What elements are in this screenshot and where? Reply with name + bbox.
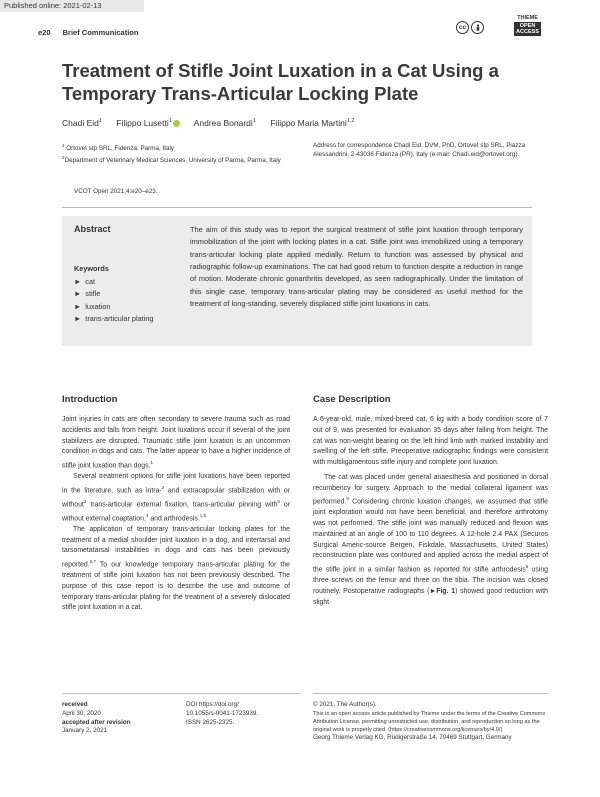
affiliation: $^2$Department of Veterinary Medical Sciences, University of Parma, Parma, Italy [62,154,281,164]
paragraph: The application of temporary trans-articular locking plates for the treatment of a medial shoulder joint luxation in a dog, and intertarsal and tarsometatarsal instabilities in dogs and cats has been previously reported.$^{6,7}$ To our knowledge temporary trans-articular plating for the treatment of stifle joint luxation has not been previously described. The purpose of this case report is to describe the use and outcome of temporary trans-articular plating for the treatment of a severely dislocated stifle joint luxation in a cat. [62,525,290,612]
published-online-banner: Published online: 2021-02-13 [0,0,144,12]
paragraph: The cat was placed under general anaesthesia and positioned in dorsal recumbency for surgery. Approach to the medial collateral ligament was performed.$^8$ Considering chronic luxation changes, we assumed that stifle joint exploration would not have been beneficial, and therefore arthrotomy was not performed. The stifle joint was manually reduced and flexion was maintained at an angle of 100 to 110 degrees. A 12-hole 2.4 PAX (Securos Surgical Americ-source Bergen, Fiskdale, Massachusetts, United States) reconstruction plate was contoured and applied across the medial aspect of the stifle joint in a similar fashion as reported for stifle arthrodesis$^5$ using three screws on the femur and three on the tibia. The incision was closed routinely. Postoperative radiographs (►Fig. 1) showed good reduction with slight [313,473,548,606]
keyword[interactable]: ► trans-articular plating [74,313,154,323]
by-icon [471,21,484,34]
article-title: Treatment of Stifle Joint Luxation in a Cat Using a Temporary Trans-Articular Locking Plate [62,60,499,104]
doi-block [186,701,306,727]
affiliation: $^1$ Ortovet stp SRL, Fidenza, Parma, Italy [62,143,175,153]
author[interactable]: Andrea Bonardi$^1$ [193,118,256,128]
keyword[interactable]: ► luxation [74,301,111,311]
license-text: This is an open access article published by Thieme under the terms of the Creative Commons Attribution License, permitting unrestricted use, distribution, and reproduction so long as the original work is properly cited. (https://creativecommons.org/licenses/by/4.0/) [313,710,546,733]
introduction-body [62,415,290,614]
paragraph: Several treatment options for stifle joint luxations have been reported in the literature, such as intra-$^2$ and extracapsular stabilization with or without$^3$ trans-articular external fixation, trans-articular pinning with$^3$ or without external coaptation,$^4$ and arthrodesis.$^{1,5}$ [62,473,291,523]
logo-line1: THIEME [517,15,538,21]
keywords-list [74,276,153,325]
author-list [62,118,532,128]
abstract-heading: Abstract [74,224,111,234]
logo-open-access [514,22,541,36]
license-icons[interactable] [456,21,484,34]
doi-value: 10.1055/s-0041-1723939. [186,709,259,717]
section-label: Brief Communication [62,28,139,37]
dates [62,701,172,736]
introduction-heading: Introduction [62,394,118,405]
copyright-line: © 2021. The Author(s). [313,701,377,708]
author[interactable]: Filippo Maria Martini$^{1,2}$ [270,118,355,128]
abstract-text: The aim of this study was to report the surgical treatment of stifle joint luxation through temporary immobilization of the joint with locking plates in a cat. Stifle joint was immobilized using a temporary trans-articular locking plate applied medially. Return to function was assessed by physical and radiographic follow-up examinations. The cat had good return to function despite a reduction in range of motion. Moderate chronic gonarthritis developed, as seen radiographically. Under the limitation of this single case, temporary trans-articular plating may be considered as useful method for the treatment of long-standing, severely displaced stifle joint luxations in cats. [190,225,523,309]
received-label: received [62,701,88,708]
accepted-date: January 2, 2021 [62,727,108,735]
footer-divider [313,693,548,694]
received-date: April 30, 2020 [62,709,101,717]
paragraph: A 6-year-old, male, mixed-breed cat, 6 kg with a body condition score of 7 out of 9, was presented for evaluation 35 days after falling from height. The cat was non-weight bearing on the left hind limb with marked instability and swelling of the left stifle. Preoperative radiographic findings were consistent with multiligamentous stifle injury and complete joint luxation. [313,416,548,466]
orcid-icon[interactable] [173,120,180,127]
keyword[interactable]: ► cat [74,277,96,286]
author[interactable]: Chadi Eid$^1$ [62,118,102,128]
accepted-label: accepted after revision [62,718,131,726]
author[interactable]: Filippo Lusetti$^1$ [116,118,180,128]
running-header [38,28,148,37]
copyright-block [313,701,548,743]
logo-line2: OPEN [519,23,536,29]
doi-link[interactable]: DOI https://doi.org/ [186,701,239,708]
paragraph: Joint injuries in cats are often secondary to severe trauma such as road accidents and falls from height. Joint luxations occur if several of the joint stabilizers are disrupted. Traumatic stifle joint luxation is an uncommon condition in dogs and cats. The latter appear to have a higher incidence of stifle joint luxation than dogs.$^1$ [62,416,290,470]
affiliations [62,142,292,165]
divider [62,207,532,208]
page-number: e20 [38,28,51,37]
logo-line3: ACCESS [516,29,539,35]
correspondence: Address for correspondence Chadi Eid, DVM, PhD, Ortovet stp SRL, Piazza Alessandrini, 2-43036 Fidenza (PR), Italy (e-mail: Chadi.eid@ortovet.org). [313,142,526,158]
keywords-heading: Keywords [74,264,109,273]
publisher-logo [514,15,541,36]
case-description-heading: Case Description [313,394,391,405]
footer-divider [62,693,300,694]
case-description-body [313,415,548,608]
citation: VCOT Open 2021;4:e20–e23. [74,188,158,195]
publisher-address: Georg Thieme Verlag KG, Rüdigerstraße 14, 70469 Stuttgart, Germany [313,733,512,741]
issn: ISSN 2625-2325. [186,718,235,726]
keyword[interactable]: ► stifle [74,289,101,299]
cc-icon: cc [456,21,469,34]
figure-link[interactable]: ►Fig. 1 [429,587,456,595]
